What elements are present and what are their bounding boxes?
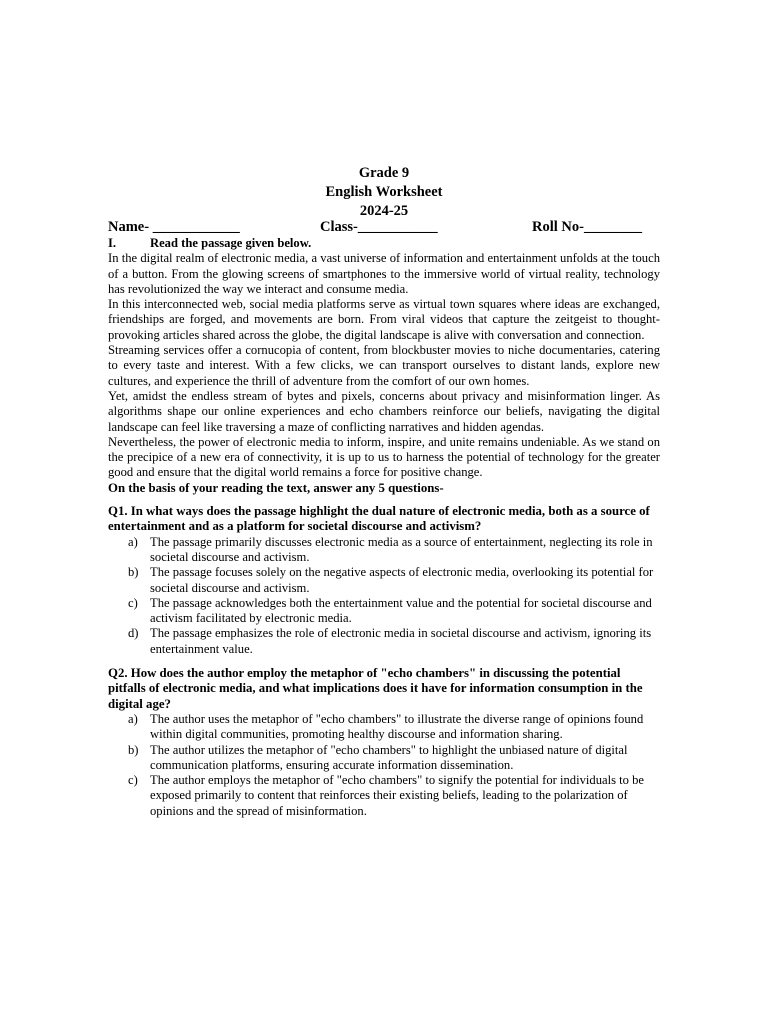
worksheet-content xyxy=(108,236,660,819)
option-text: The passage emphasizes the role of electronic media in societal discourse and activism, ignoring its entertainment value. xyxy=(150,626,652,656)
option-text: The passage primarily discusses electronic media as a source of entertainment, neglecting its role in societal discourse and activism. xyxy=(150,534,653,564)
passage-paragraph: In the digital realm of electronic media, a vast universe of information and entertainment unfolds at the touch of a button. From the glowing screens of smartphones to the immersive world of virtual reality, technology has revolutionized the way we interact and consume media. xyxy=(108,251,660,296)
option-letter: b) xyxy=(128,565,139,580)
passage-paragraph: Nevertheless, the power of electronic media to inform, inspire, and unite remains undeniable. As we stand on the precipice of a new era of connectivity, it is up to us to harness the potential of technology for the greater good and ensure that the digital world remains a force for positive change. xyxy=(108,434,660,480)
option-item xyxy=(128,535,660,566)
question-1-options xyxy=(108,535,660,657)
grade-title: Grade 9 xyxy=(358,165,410,181)
option-text: The passage acknowledges both the entertainment value and the potential for societal discourse and activism facilitated by electronic media. xyxy=(150,595,652,626)
option-letter: a) xyxy=(128,711,138,726)
question-2: Q2. How does the author employ the metaphor of "echo chambers" in discussing the potential pitfalls of electronic media, and what implications does it have for information consumption in the digital age? xyxy=(108,666,643,711)
option-letter: d) xyxy=(128,626,139,641)
name-field: Name- ____________ xyxy=(108,219,240,235)
option-item xyxy=(128,565,660,596)
passage-paragraph: Streaming services offer a cornucopia of content, from blockbuster movies to niche documentaries, catering to every taste and interest. With a few clicks, we can transport ourselves to distant lands, explore new cultures, and experience the thrill of adventure from the comfort of our own homes. xyxy=(108,343,660,388)
question-1: Q1. In what ways does the passage highlight the dual nature of electronic media, both as a source of entertainment and as a platform for societal discourse and activism? xyxy=(108,504,650,534)
worksheet-header xyxy=(0,164,768,221)
option-item xyxy=(128,773,660,819)
option-text: The author utilizes the metaphor of "echo chambers" to highlight the unbiased nature of digital communication platforms, ensuring accurate information dissemination. xyxy=(150,742,628,772)
question-2-options xyxy=(108,712,660,819)
year-title: 2024-25 xyxy=(359,203,409,219)
option-letter: b) xyxy=(128,742,139,757)
option-letter: a) xyxy=(128,534,138,549)
option-item xyxy=(128,626,660,657)
option-item xyxy=(128,712,660,743)
subject-title: English Worksheet xyxy=(325,184,443,200)
passage-paragraph: Yet, amidst the endless stream of bytes and pixels, concerns about privacy and misinformation linger. As algorithms shape our online experiences and echo chambers reinforce our beliefs, navigating the digital landscape can feel like traversing a maze of conflicting narratives and hidden agendas. xyxy=(108,388,660,434)
option-text: The passage focuses solely on the negative aspects of electronic media, overlooking its potential for societal discourse and activism. xyxy=(150,565,654,595)
option-item xyxy=(128,743,660,774)
section-number: I. xyxy=(108,236,117,250)
option-item xyxy=(128,596,660,627)
option-letter: c) xyxy=(128,595,138,610)
roll-number-field: Roll No-________ xyxy=(532,219,642,235)
option-text: The author uses the metaphor of "echo chambers" to illustrate the diverse range of opinions found within digital communities, promoting healthy discourse and information sharing. xyxy=(150,711,644,742)
instruction-text: On the basis of your reading the text, answer any 5 questions- xyxy=(108,480,444,495)
section-title: Read the passage given below. xyxy=(150,236,312,250)
option-text: The author employs the metaphor of "echo chambers" to signify the potential for individuals to be exposed primarily to content that reinforces their existing beliefs, leading to the polarization of opinions and the spread of misinformation. xyxy=(150,773,644,818)
passage-paragraph: In this interconnected web, social media platforms serve as virtual town squares where ideas are exchanged, friendships are forged, and movements are born. From viral videos that capture the zeitgeist to thought-provoking articles shared across the globe, the digital landscape is alive with conversation and connection. xyxy=(108,297,660,342)
student-fields xyxy=(108,219,660,237)
class-field: Class-___________ xyxy=(320,219,438,235)
option-letter: c) xyxy=(128,773,138,788)
section-heading xyxy=(108,236,660,251)
